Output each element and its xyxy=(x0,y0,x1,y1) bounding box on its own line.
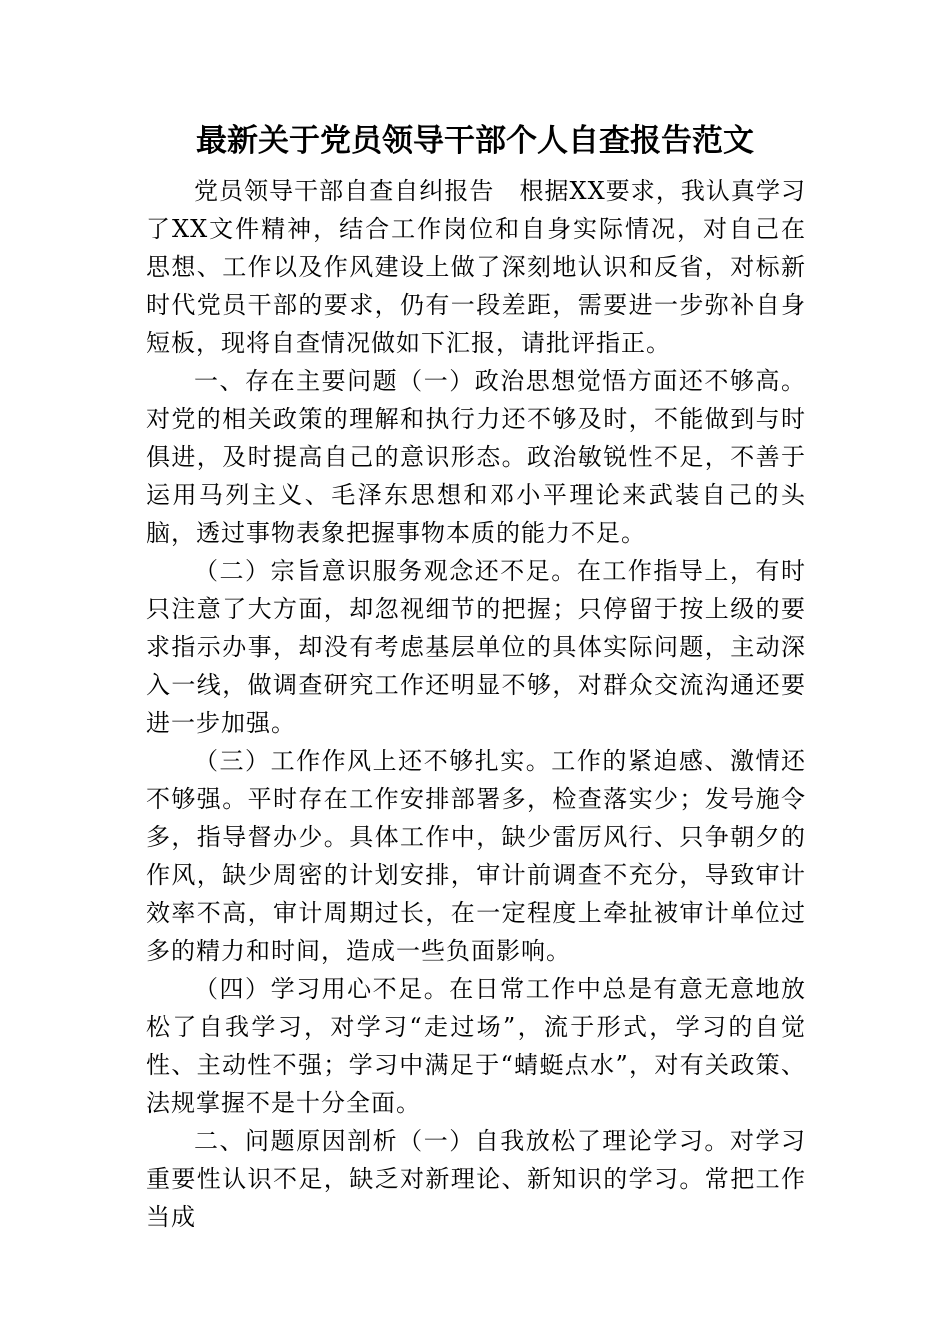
document-body xyxy=(146,172,806,1236)
document-title: 最新关于党员领导干部个人自查报告范文 xyxy=(196,123,754,159)
paragraph-problem-4: （四）学习用心不足。在日常工作中总是有意无意地放松了自我学习，对学习“走过场”，流于形式，学习的自觉性、主动性不强；学习中满足于“蜻蜓点水”，对有关政策、法规掌握不是十分全面。 xyxy=(146,975,806,1117)
paragraph-problem-2: （二）宗旨意识服务观念还不足。在工作指导上，有时只注意了大方面，却忽视细节的把握；只停留于按上级的要求指示办事，却没有考虑基层单位的具体实际问题，主动深入一线，做调查研究工作还明显不够，对群众交流沟通还要进一步加强。 xyxy=(146,557,806,737)
paragraph-cause-1: 二、问题原因剖析（一）自我放松了理论学习。对学习重要性认识不足，缺乏对新理论、新知识的学习。常把工作当成 xyxy=(146,1127,806,1231)
paragraph-problem-3: （三）工作作风上还不够扎实。工作的紧迫感、激情还不够强。平时存在工作安排部署多，检查落实少；发号施令多，指导督办少。具体工作中，缺少雷厉风行、只争朝夕的作风，缺少周密的计划安排，审计前调查不充分，导致审计效率不高，审计周期过长，在一定程度上牵扯被审计单位过多的精力和时间，造成一些负面影响。 xyxy=(146,747,806,965)
paragraph-problem-1: 一、存在主要问题（一）政治思想觉悟方面还不够高。对党的相关政策的理解和执行力还不够及时，不能做到与时俱进，及时提高自己的意识形态。政治敏锐性不足，不善于运用马列主义、毛泽东思想和邓小平理论来武装自己的头脑，透过事物表象把握事物本质的能力不足。 xyxy=(146,367,806,547)
paragraph-intro: 党员领导干部自查自纠报告 根据XX要求，我认真学习了XX文件精神，结合工作岗位和自身实际情况，对自己在思想、工作以及作风建设上做了深刻地认识和反省，对标新时代党员干部的要求，仍有一段差距，需要进一步弥补自身短板，现将自查情况做如下汇报，请批评指正。 xyxy=(146,177,806,357)
